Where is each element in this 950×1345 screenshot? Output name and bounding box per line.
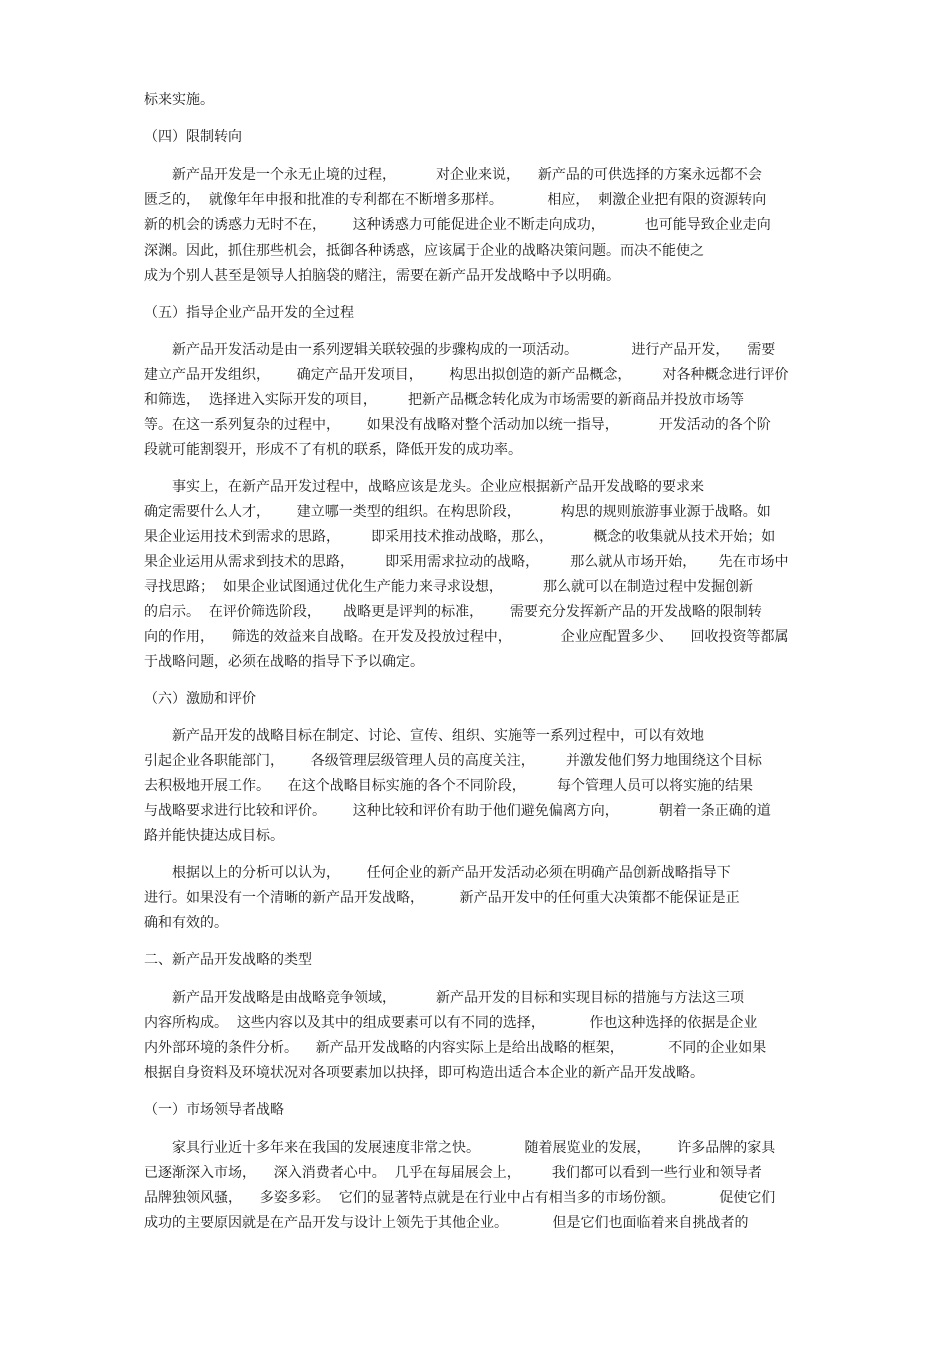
text-line: 新产品开发的战略目标在制定、讨论、宣传、组织、实施等一系列过程中，可以有效地 bbox=[172, 728, 704, 744]
text-line: 果企业运用从需求到技术的思路， 即采用需求拉动的战略， 那么就从市场开始， 先在市场中 bbox=[144, 554, 789, 570]
text-line: 进行。如果没有一个清晰的新产品开发战略， 新产品开发中的任何重大决策都不能保证是正 bbox=[144, 890, 740, 906]
text-line: 引起企业各职能部门， 各级管理层级管理人员的高度关注， 并激发他们努力地围绕这个目标 bbox=[144, 753, 762, 769]
text-line: 路并能快捷达成目标。 bbox=[144, 828, 284, 844]
text-line: 于战略问题，必须在战略的指导下予以确定。 bbox=[144, 654, 424, 670]
text-line: 确和有效的。 bbox=[144, 915, 228, 931]
text-line: 品牌独领风骚， 多姿多彩。 它们的显著特点就是在行业中占有相当多的市场份额。 促使它们 bbox=[144, 1190, 776, 1206]
text-line: 寻找思路； 如果企业试图通过优化生产能力来寻求设想， 那么就可以在制造过程中发掘创新 bbox=[144, 579, 753, 595]
section-heading: （四）限制转向 bbox=[144, 129, 242, 145]
text-line: 新产品开发战略是由战略竞争领域， 新产品开发的目标和实现目标的措施与方法这三项 bbox=[172, 990, 745, 1006]
section-heading: 二、新产品开发战略的类型 bbox=[144, 952, 312, 968]
text-line: 成功的主要原因就是在产品开发与设计上领先于其他企业。 但是它们也面临着来自挑战者的 bbox=[144, 1215, 749, 1231]
text-line: 根据以上的分析可以认为， 任何企业的新产品开发活动必须在明确产品创新战略指导下 bbox=[172, 865, 731, 881]
text-line: 确定需要什么人才， 建立哪一类型的组织。在构思阶段， 构思的规则旅游事业源于战略。如 bbox=[144, 504, 771, 520]
text-line: 事实上，在新产品开发过程中，战略应该是龙头。企业应根据新产品开发战略的要求来 bbox=[172, 479, 704, 495]
text-line: 家具行业近十多年来在我国的发展速度非常之快。 随着展览业的发展， 许多品牌的家具 bbox=[172, 1140, 776, 1156]
text-line: 去积极地开展工作。 在这个战略目标实施的各个不同阶段， 每个管理人员可以将实施的结果 bbox=[144, 778, 753, 794]
text-line: 果企业运用技术到需求的思路， 即采用技术推动战略，那么， 概念的收集就从技术开始；如 bbox=[144, 529, 776, 545]
text-line: 标来实施。 bbox=[144, 92, 214, 108]
text-line: 等。在这一系列复杂的过程中， 如果没有战略对整个活动加以统一指导， 开发活动的各个阶 bbox=[144, 417, 771, 433]
section-heading: （六）激励和评价 bbox=[144, 691, 256, 707]
text-line: 新的机会的诱惑力无时不在， 这种诱惑力可能促进企业不断走向成功， 也可能导致企业走向 bbox=[144, 217, 771, 233]
text-line: 匮乏的， 就像年年申报和批准的专利都在不断增多那样。 相应， 刺激企业把有限的资源转向 bbox=[144, 192, 767, 208]
text-line: 与战略要求进行比较和评价。 这种比较和评价有助于他们避免偏离方向， 朝着一条正确的道 bbox=[144, 803, 771, 819]
text-line: 已逐渐深入市场， 深入消费者心中。 几乎在每届展会上， 我们都可以看到一些行业和领导者 bbox=[144, 1165, 762, 1181]
text-line: 根据自身资料及环境状况对各项要素加以抉择，即可构造出适合本企业的新产品开发战略。 bbox=[144, 1065, 704, 1081]
text-line: 新产品开发是一个永无止境的过程， 对企业来说， 新产品的可供选择的方案永远都不会 bbox=[172, 167, 762, 183]
section-heading: （五）指导企业产品开发的全过程 bbox=[144, 305, 354, 321]
text-line: 向的作用， 筛选的效益来自战略。在开发及投放过程中， 企业应配置多少、 回收投资等都属 bbox=[144, 629, 789, 645]
text-line: 建立产品开发组织， 确定产品开发项目， 构思出拟创造的新产品概念， 对各种概念进行评价 bbox=[144, 367, 789, 383]
section-heading: （一）市场领导者战略 bbox=[144, 1102, 284, 1118]
text-line: 和筛选， 选择进入实际开发的项目， 把新产品概念转化成为市场需要的新商品并投放市场等 bbox=[144, 392, 745, 408]
text-line: 深渊。因此，抓住那些机会，抵御各种诱惑，应该属于企业的战略决策问题。而决不能使之 bbox=[144, 243, 704, 259]
text-line: 的启示。 在评价筛选阶段， 战略更是评判的标准， 需要充分发挥新产品的开发战略的限制转 bbox=[144, 604, 762, 620]
text-line: 内外部环境的条件分析。 新产品开发战略的内容实际上是给出战略的框架， 不同的企业如果 bbox=[144, 1040, 767, 1056]
text-line: 新产品开发活动是由一系列逻辑关联较强的步骤构成的一项活动。 进行产品开发， 需要 bbox=[172, 342, 776, 358]
text-line: 段就可能割裂开，形成不了有机的联系，降低开发的成功率。 bbox=[144, 442, 522, 458]
text-line: 成为个别人甚至是领导人拍脑袋的赌注，需要在新产品开发战略中予以明确。 bbox=[144, 268, 620, 284]
text-line: 内容所构成。 这些内容以及其中的组成要素可以有不同的选择， 作也这种选择的依据是企业 bbox=[144, 1015, 758, 1031]
